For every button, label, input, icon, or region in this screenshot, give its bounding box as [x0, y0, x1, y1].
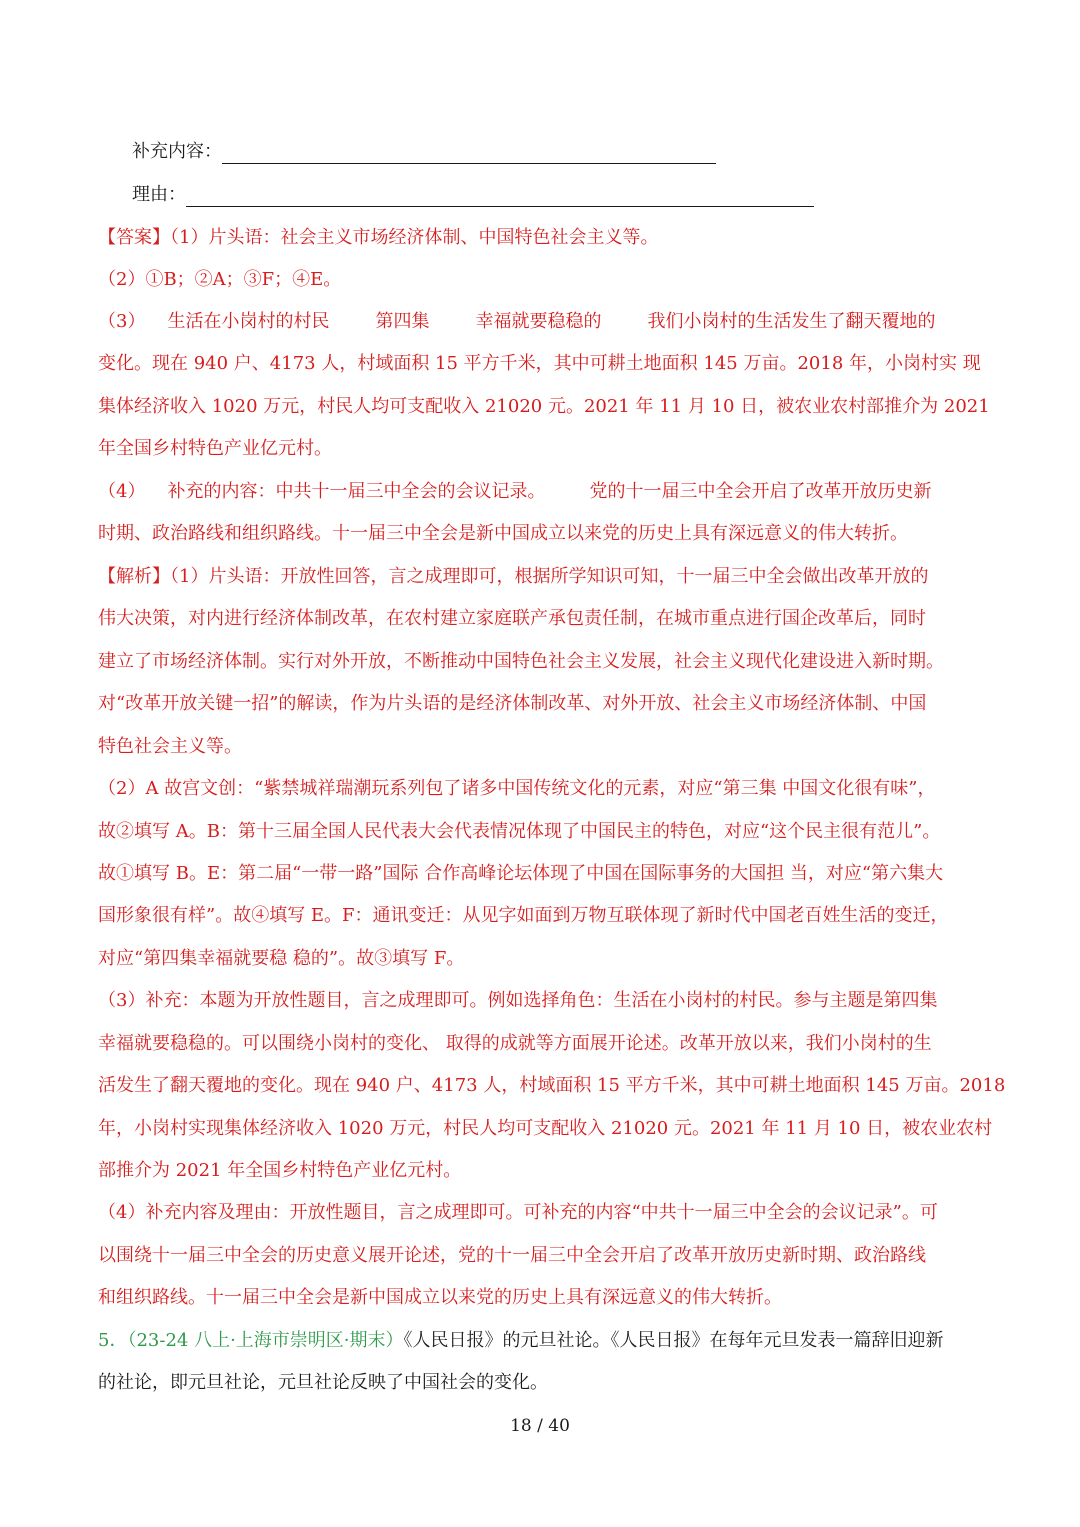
analysis-p1-line3: 建立了市场经济体制。实行对外开放，不断推动中国特色社会主义发展，社会主义现代化建设进入新时期。: [98, 651, 944, 672]
analysis-p2-line2: 故②填写 A。B：第十三届全国人民代表大会代表情况体现了中国民主的特色，对应“这个民主很有范儿”。: [98, 821, 941, 842]
analysis-p4-line3: 和组织路线。十一届三中全会是新中国成立以来党的历史上具有深远意义的伟大转折。: [98, 1287, 782, 1308]
answer-q4-line2: 时期、政治路线和组织路线。十一届三中全会是新中国成立以来党的历史上具有深远意义的伟大转折。: [98, 523, 908, 544]
analysis-p3-line5: 部推介为 2021 年全国乡村特色产业亿元村。: [98, 1160, 462, 1181]
answer-q1: [98, 226, 988, 250]
supplement-blank[interactable]: [222, 143, 716, 164]
page-number: 18 / 40: [510, 1416, 570, 1436]
analysis-p1-line4: 对“改革开放关键一招”的解读，作为片头语的是经济体制改革、对外开放、社会主义市场经济体制、中国: [98, 693, 927, 714]
question5-line2: 的社论，即元旦社论，元旦社论反映了中国社会的变化。: [98, 1372, 548, 1393]
answer-tag: 【答案】: [98, 227, 170, 248]
answer-q3-theme: 幸福就要稳稳的: [475, 311, 602, 332]
question5-text1: 《人民日报》的元旦社论。《人民日报》在每年元旦发表一篇辞旧迎新: [403, 1330, 944, 1351]
supplement-row: [132, 140, 1022, 164]
analysis-p3-line2: 幸福就要稳稳的。可以围绕小岗村的变化、 取得的成就等方面展开论述。改革开放以来，我们小岗村的生: [98, 1033, 932, 1054]
analysis-p1-text: （1）片头语：开放性回答，言之成理即可，根据所学知识可知，十一届三中全会做出改革开放的: [170, 566, 929, 587]
answer-q4-reason1: 党的十一届三中全会开启了改革开放历史新: [589, 481, 932, 502]
answer-q3-role: 生活在小岗村的村民: [167, 311, 330, 332]
answer-q4-head: （4）: [98, 481, 146, 502]
reason-row: [132, 183, 1022, 207]
answer-q4-content: 补充的内容：中共十一届三中全会的会议记录。: [167, 481, 546, 502]
analysis-p1-line5: 特色社会主义等。: [98, 736, 242, 757]
answer-q3-line4: 年全国乡村特色产业亿元村。: [98, 438, 332, 459]
analysis-p2-line4: 国形象很有样”。故④填写 E。F：通讯变迁：从见字如面到万物互联体现了新时代中国老百姓生活的变迁，: [98, 905, 949, 926]
answer-q3-text1: 我们小岗村的生活发生了翻天覆地的: [647, 311, 936, 332]
analysis-tag: 【解析】: [98, 566, 170, 587]
reason-label: 理由：: [132, 184, 186, 205]
analysis-p4-line2: 以围绕十一届三中全会的历史意义展开论述，党的十一届三中全会开启了改革开放历史新时期、政治路线: [98, 1245, 926, 1266]
analysis-p1-line1: [98, 565, 988, 589]
answer-q3-line1: [98, 310, 988, 334]
analysis-p3-line1: （3）补充：本题为开放性题目，言之成理即可。例如选择角色：生活在小岗村的村民。参与主题是第四集: [98, 990, 938, 1011]
analysis-p3-line3: 活发生了翻天覆地的变化。现在 940 户、4173 人，村域面积 15 平方千米，其中可耕土地面积 145 万亩。2018: [98, 1075, 1006, 1096]
question5-line1: [98, 1329, 988, 1353]
analysis-p3-line4: 年，小岗村实现集体经济收入 1020 万元，村民人均可支配收入 21020 元。2021 年 11 月 10 日，被农业农村: [98, 1118, 993, 1139]
analysis-p1-line2: 伟大决策，对内进行经济体制改革，在农村建立家庭联产承包责任制，在城市重点进行国企改革后，同时: [98, 608, 926, 629]
answer-q3-line3: 集体经济收入 1020 万元，村民人均可支配收入 21020 元。2021 年 11 月 10 日，被农业农村部推介为 2021: [98, 396, 990, 417]
answer-q3-episode: 第四集: [375, 311, 430, 332]
answer-q4-line1: [98, 480, 988, 504]
answer-q3-line2: 变化。现在 940 户、4173 人，村域面积 15 平方千米，其中可耕土地面积 145 万亩。2018 年，小岗村实 现: [98, 353, 981, 374]
analysis-p2-line1: （2）A 故宫文创：“紫禁城祥瑞潮玩系列包了诸多中国传统文化的元素，对应“第三集 中国文化很有味”，: [98, 778, 936, 799]
answer-q1-text: （1）片头语：社会主义市场经济体制、中国特色社会主义等。: [170, 227, 659, 248]
answer-q3-head: （3）: [98, 311, 146, 332]
analysis-p2-line5: 对应“第四集幸福就要稳 稳的”。故③填写 F。: [98, 948, 465, 969]
reason-blank[interactable]: [186, 186, 814, 207]
analysis-p2-line3: 故①填写 B。E：第二届“一带一路”国际 合作高峰论坛体现了中国在国际事务的大国担 当，对应“第六集大: [98, 863, 944, 884]
answer-q2: （2）①B；②A；③F；④E。: [98, 269, 342, 290]
supplement-label: 补充内容：: [132, 141, 222, 162]
question5-source: 5．（23-24 八上·上海市崇明区·期末）: [98, 1330, 404, 1351]
analysis-p4-line1: （4）补充内容及理由：开放性题目，言之成理即可。可补充的内容“中共十一届三中全会的会议记录”。可: [98, 1202, 938, 1223]
